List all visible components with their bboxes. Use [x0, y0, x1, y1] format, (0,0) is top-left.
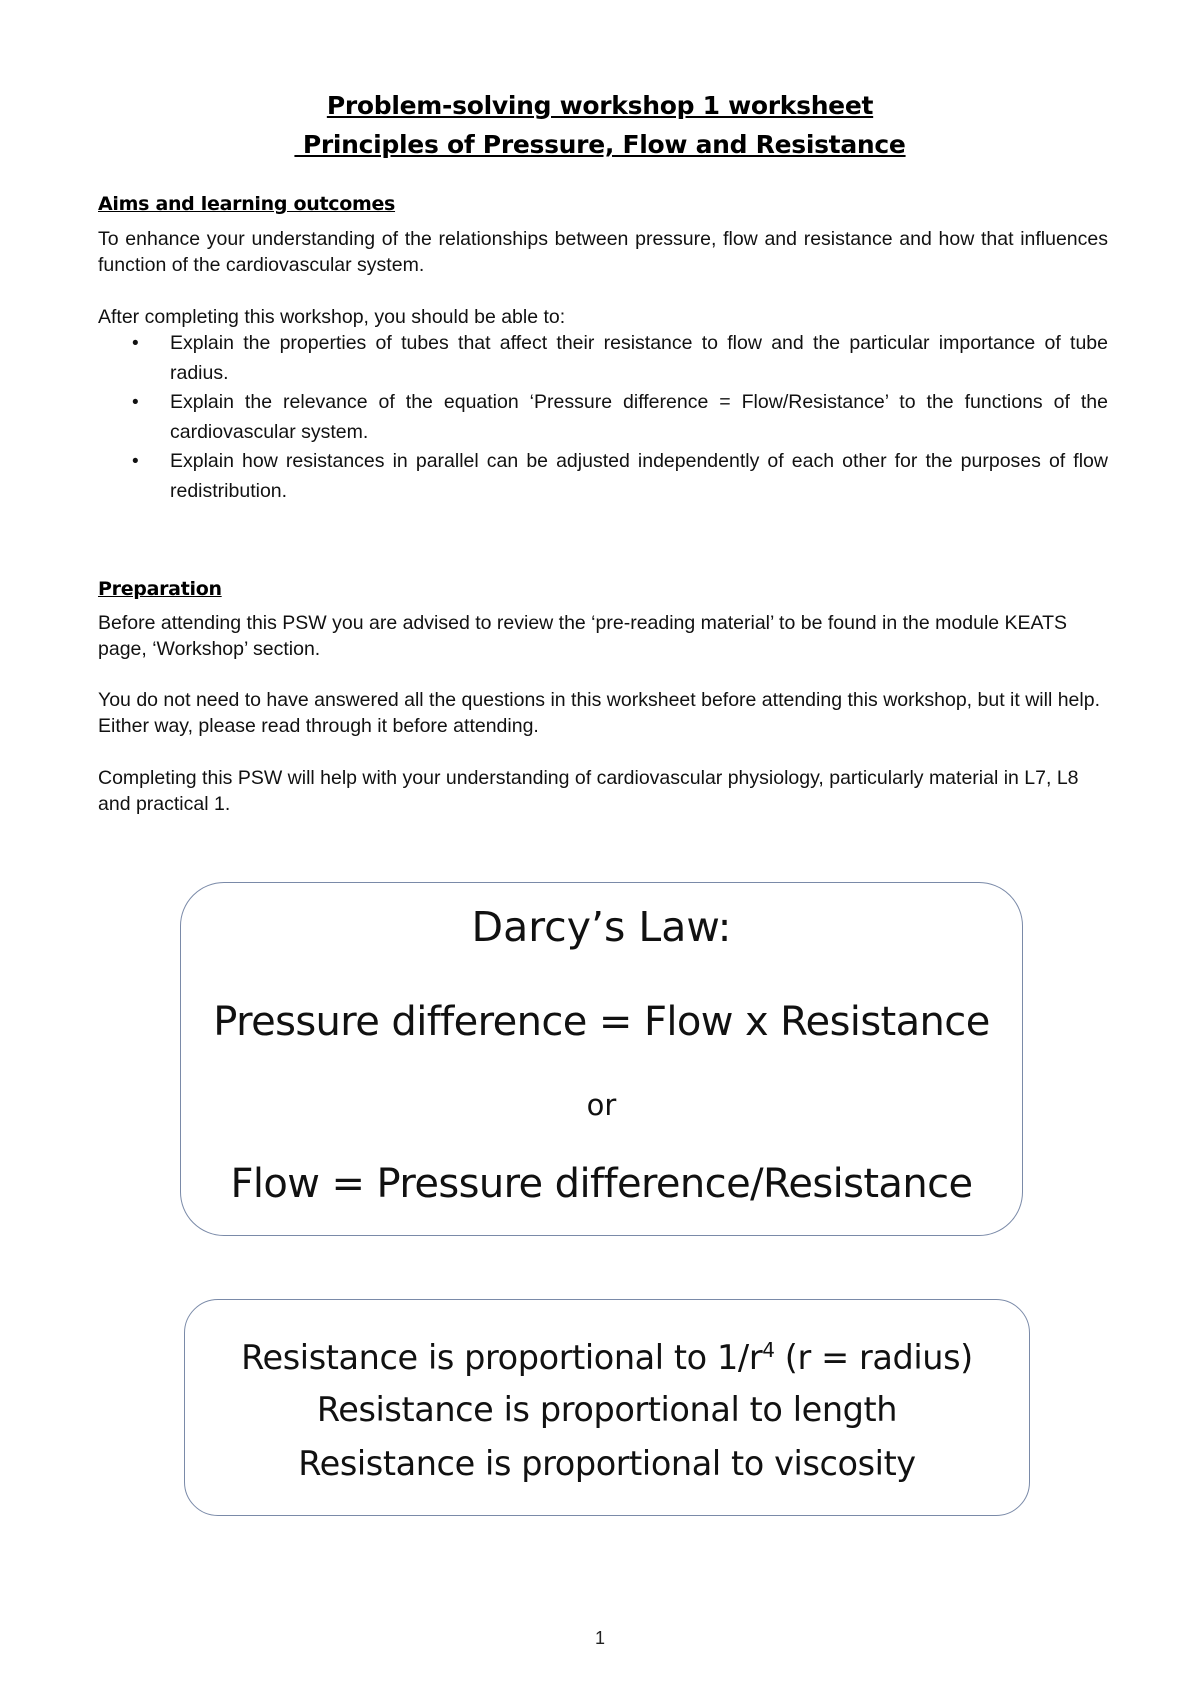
resistance-viscosity-line: Resistance is proportional to viscosity [298, 1444, 916, 1483]
aims-lead-text: After completing this workshop, you should be able to: [98, 306, 566, 328]
darcys-law-equation-1: Pressure difference = Flow x Resistance [213, 999, 990, 1045]
learning-outcomes-list [98, 329, 1108, 506]
aims-heading: Aims and learning outcomes [98, 193, 396, 215]
bullet-icon: • [132, 392, 139, 413]
resistance-radius-line [185, 1338, 1029, 1377]
bullet-icon: • [132, 333, 139, 354]
darcys-law-equation-2: Flow = Pressure difference/Resistance [230, 1161, 973, 1207]
aims-intro-paragraph: To enhance your understanding of the relationships between pressure, flow and resistance and how that influences function of the cardiovascular system. [98, 228, 1108, 276]
list-item-text: Explain how resistances in parallel can be adjusted independently of each other for the purposes of flow redistribution. [170, 450, 1108, 502]
list-item [98, 329, 1108, 388]
list-item [98, 447, 1108, 506]
darcys-law-title: Darcy’s Law: [471, 903, 732, 951]
bullet-icon: • [132, 451, 139, 472]
resistance-radius-prefix: Resistance is proportional to 1/r [241, 1338, 763, 1378]
darcys-law-box [180, 882, 1023, 1236]
page-number: 1 [594, 1628, 605, 1648]
document-subtitle: Principles of Pressure, Flow and Resistance [294, 130, 906, 159]
resistance-facts-box [184, 1299, 1030, 1516]
list-item-text: Explain the properties of tubes that affect their resistance to flow and the particular importance of tube radius. [170, 332, 1108, 384]
preparation-paragraph-1: Before attending this PSW you are advised to review the ‘pre-reading material’ to be found in the module KEATS page, ‘Workshop’ section. [98, 612, 1068, 660]
document-title: Problem-solving workshop 1 worksheet [326, 91, 874, 120]
preparation-heading: Preparation [98, 578, 222, 600]
preparation-paragraph-2: You do not need to have answered all the questions in this worksheet before attending this workshop, but it will help. Either way, please read through it before attending. [98, 689, 1100, 737]
resistance-length-line: Resistance is proportional to length [316, 1390, 898, 1429]
darcys-law-or: or [586, 1088, 617, 1122]
resistance-radius-suffix: (r = radius) [774, 1338, 973, 1378]
list-item [98, 388, 1108, 447]
list-item-text: Explain the relevance of the equation ‘Pressure difference = Flow/Resistance’ to the functions of the cardiovascular system. [170, 391, 1108, 443]
radius-exponent: 4 [762, 1338, 775, 1362]
preparation-paragraph-3: Completing this PSW will help with your understanding of cardiovascular physiology, particularly material in L7, L8 and practical 1. [98, 767, 1079, 815]
